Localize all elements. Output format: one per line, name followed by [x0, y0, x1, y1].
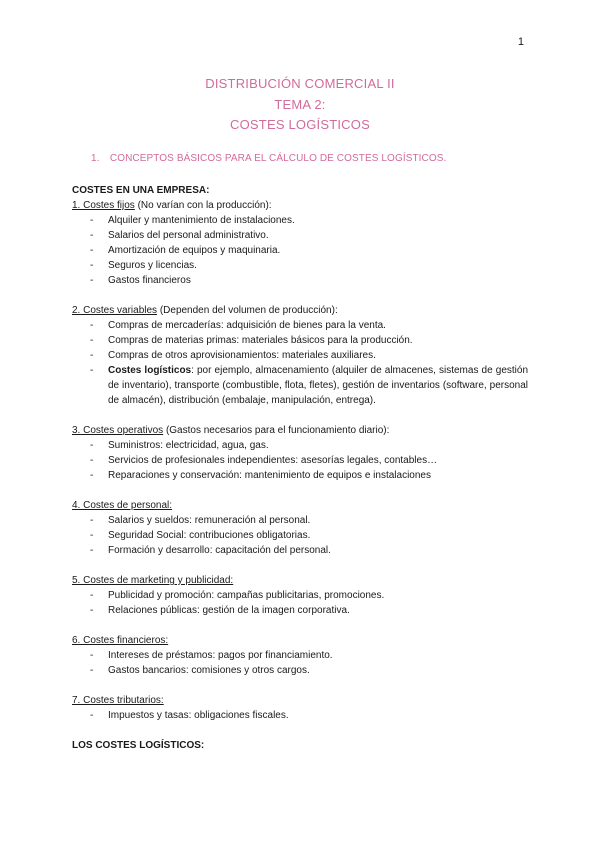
group-heading	[72, 423, 528, 438]
list-item: - Intereses de préstamos: pagos por financiamiento.	[72, 648, 528, 663]
group-list	[72, 438, 528, 483]
list-item: - Compras de mercaderías: adquisición de bienes para la venta.	[72, 318, 528, 333]
list-item: - Seguros y licencias.	[72, 258, 528, 273]
list-item: - Salarios y sueldos: remuneración al personal.	[72, 513, 528, 528]
group-list	[72, 588, 528, 618]
list-item: - Compras de materias primas: materiales básicos para la producción.	[72, 333, 528, 348]
spacer	[72, 723, 528, 738]
spacer	[72, 618, 528, 633]
spacer	[72, 678, 528, 693]
group-heading	[72, 198, 528, 213]
group-heading	[72, 633, 528, 648]
spacer	[72, 408, 528, 423]
spacer	[72, 288, 528, 303]
section-number: 1.	[91, 153, 100, 164]
list-item: - Seguridad Social: contribuciones obligatorias.	[72, 528, 528, 543]
group-title: 3. Costes operativos	[72, 425, 164, 436]
group-heading	[72, 693, 528, 708]
title-line-2: TEMA 2:	[274, 96, 326, 112]
group-description: (Dependen del volumen de producción):	[157, 305, 338, 316]
list-item: - Publicidad y promoción: campañas publicitarias, promociones.	[72, 588, 528, 603]
costs-heading: COSTES EN UNA EMPRESA:	[72, 185, 210, 196]
section-heading-text: CONCEPTOS BÁSICOS PARA EL CÁLCULO DE COSTES LOGÍSTICOS.	[109, 153, 447, 164]
list-item: - Gastos financieros	[72, 273, 528, 288]
group-title: 1. Costes fijos	[72, 200, 135, 211]
page-number: 1	[517, 36, 524, 48]
spacer	[72, 483, 528, 498]
document-title	[0, 74, 600, 136]
group-title: 4. Costes de personal:	[72, 500, 173, 511]
group-list	[72, 213, 528, 288]
list-item: - Relaciones públicas: gestión de la imagen corporativa.	[72, 603, 528, 618]
group-heading	[72, 498, 528, 513]
list-item: - Reparaciones y conservación: mantenimiento de equipos e instalaciones	[72, 468, 528, 483]
group-title: 2. Costes variables	[72, 305, 158, 316]
group-list	[72, 318, 528, 408]
logistic-costs-text: : por ejemplo, almacenamiento (alquiler de almacenes, sistemas de gestión de inventario), transporte (combustible, flota, fletes), gestión de inventarios (software, personal de almacén), distribución (embalaje, manipulación, entrega).	[108, 365, 528, 406]
list-item-logistic-costs	[72, 363, 528, 408]
title-line-1: DISTRIBUCIÓN COMERCIAL II	[205, 76, 395, 91]
group-list	[72, 648, 528, 678]
group-list	[72, 708, 528, 723]
group-description: (Gastos necesarios para el funcionamiento diario):	[163, 425, 390, 436]
section-heading	[91, 153, 446, 164]
group-title: 5. Costes de marketing y publicidad:	[72, 575, 234, 586]
list-item: - Formación y desarrollo: capacitación del personal.	[72, 543, 528, 558]
list-item: - Suministros: electricidad, agua, gas.	[72, 438, 528, 453]
group-heading	[72, 573, 528, 588]
list-item: - Amortización de equipos y maquinaria.	[72, 243, 528, 258]
list-item: - Gastos bancarios: comisiones y otros cargos.	[72, 663, 528, 678]
list-item: - Servicios de profesionales independientes: asesorías legales, contables…	[72, 453, 528, 468]
title-line-3: COSTES LOGÍSTICOS	[230, 117, 370, 132]
group-list	[72, 513, 528, 558]
list-item: - Salarios del personal administrativo.	[72, 228, 528, 243]
list-item: - Compras de otros aprovisionamientos: materiales auxiliares.	[72, 348, 528, 363]
group-description: (No varían con la producción):	[134, 200, 272, 211]
logistics-heading: LOS COSTES LOGÍSTICOS:	[72, 740, 205, 751]
group-heading	[72, 303, 528, 318]
document-body	[72, 183, 528, 753]
list-item: - Impuestos y tasas: obligaciones fiscales.	[72, 708, 528, 723]
spacer	[72, 558, 528, 573]
list-item: - Alquiler y mantenimiento de instalaciones.	[72, 213, 528, 228]
group-title: 7. Costes tributarios:	[72, 695, 164, 706]
group-title: 6. Costes financieros:	[72, 635, 169, 646]
logistic-costs-term: Costes logísticos	[108, 365, 192, 376]
